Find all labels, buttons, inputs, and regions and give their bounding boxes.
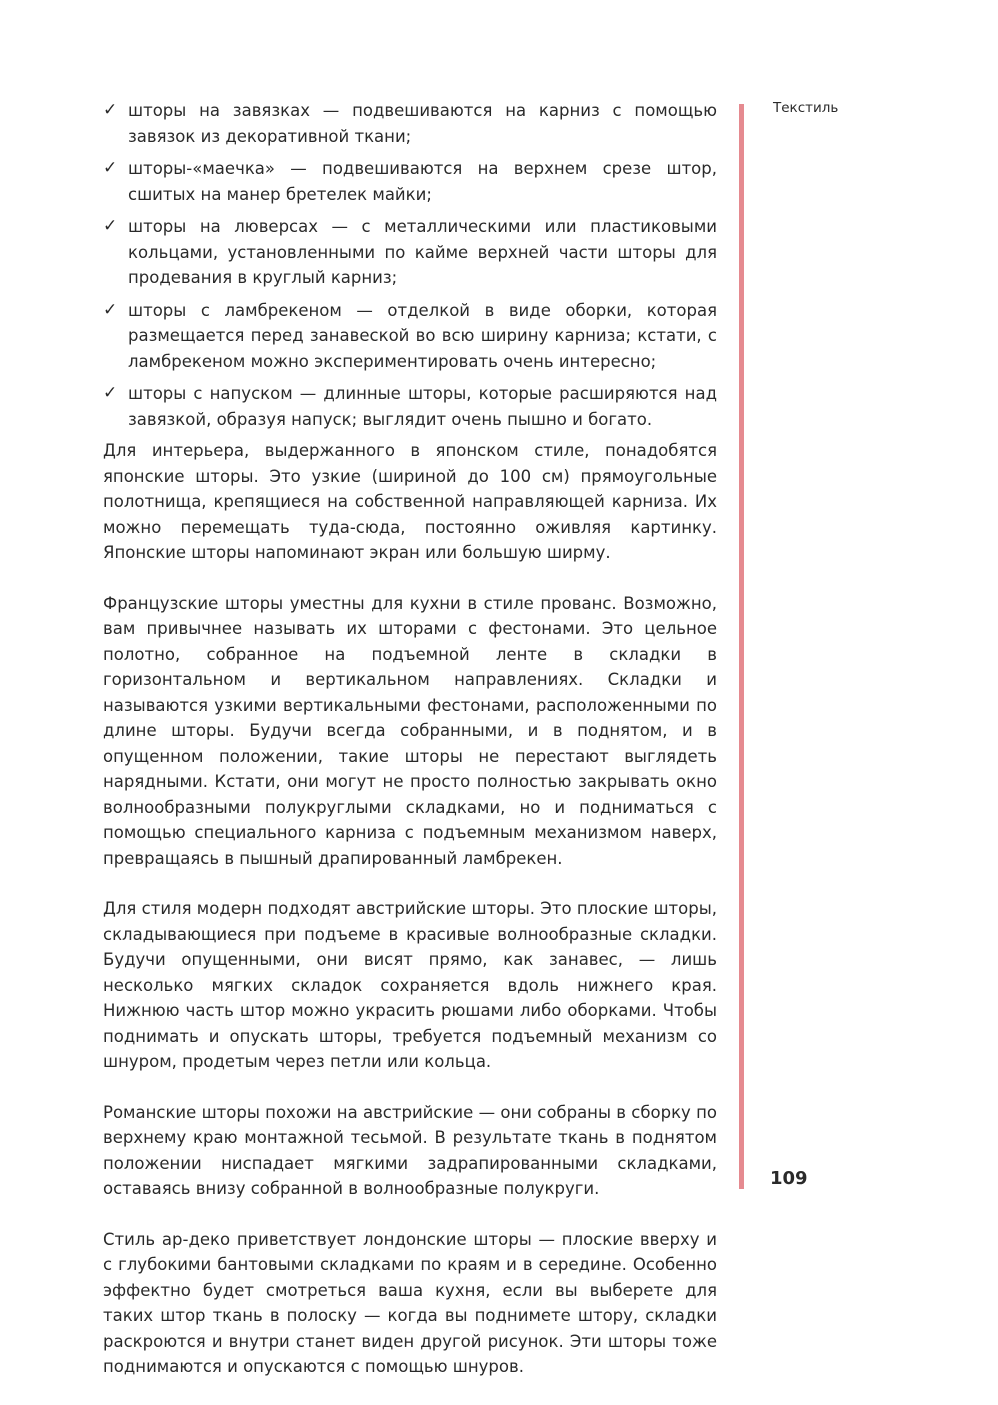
curtain-types-list (103, 98, 717, 432)
list-item (103, 381, 717, 432)
paragraph-roman-curtains: Романские шторы похожи на австрийские — они собраны в сборку по верхнему краю монтажной тесьмой. В результате ткань в поднятом положении ниспадает мягкими задрапированными складками, оставаясь внизу собранной в волнообразные полукруги. (103, 1102, 717, 1198)
list-item-text: шторы на люверсах — с металлическими или пластиковыми кольцами, установленными по кайме верхней части шторы для продевания в круглый карниз; (128, 217, 717, 287)
checkmark-icon: ✓ (103, 100, 118, 120)
list-item-text: шторы-«маечка» — подвешиваются на верхнем срезе штор, сшитых на манер бретелек майки; (128, 159, 717, 204)
checkmark-icon: ✓ (103, 158, 118, 178)
list-item (103, 298, 717, 375)
checkmark-icon: ✓ (103, 216, 118, 236)
paragraph-london-curtains: Стиль ар-деко приветствует лондонские шторы — плоские вверху и с глубокими бантовыми складками по краям и в середине. Особенно эффектно будет смотреться ваша кухня, если вы выберете для таких штор ткань в полоску — когда вы поднимете штору, складки раскроются и внутри станет виден другой рисунок. Эти шторы тоже поднимаются и опускаются с помощью шнуров. (103, 1229, 717, 1376)
list-item-text: шторы с ламбрекеном — отделкой в виде оборки, которая размещается перед занавеской во всю ширину карниза; кстати, с ламбрекеном можно экспериментировать очень интересно; (128, 300, 717, 371)
list-item-text: шторы с напуском — длинные шторы, которые расширяются над завязкой, образуя напуск; выглядит очень пышно и богато. (128, 384, 717, 429)
list-item-text: шторы на завязках — подвешиваются на карниз с помощью завязок из декоративной ткани; (128, 101, 717, 146)
checkmark-icon: ✓ (103, 383, 118, 403)
list-item (103, 98, 717, 149)
page-number: 109 (770, 1168, 808, 1189)
main-text-column (103, 98, 717, 1405)
checkmark-icon: ✓ (103, 299, 118, 320)
paragraph-french-curtains: Французские шторы уместны для кухни в стиле прованс. Возможно, вам привычнее называть их шторами с фестонами. Это цельное полотно, собранное на подъемной ленте в складки в горизонтальном и вертикальном направлениях. Складки и называются узкими вертикальными фестонами, расположенными по длине шторы. Будучи всегда собранными, и в поднятом, и в опущенном положении, такие шторы не перестают выглядеть нарядными. Кстати, они могут не просто полностью закрывать окно волнообразными полукруглыми складками, но и подниматься с помощью специального карниза с подъемным механизмом наверх, превращаясь в пышный драпированный ламбрекен. (103, 593, 717, 868)
list-item (103, 214, 717, 291)
accent-vertical-rule (739, 104, 744, 1189)
paragraph-austrian-curtains: Для стиля модерн подходят австрийские шторы. Это плоские шторы, складывающиеся при подъеме в красивые волнообразные складки. Будучи опущенными, они висят прямо, как занавес, — лишь несколько мягких складок сохраняется вдоль нижнего края. Нижнюю часть штор можно украсить рюшами либо оборками. Чтобы поднимать и опускать шторы, требуется подъемный механизм со шнуром, продетым через петли или кольца. (103, 899, 717, 1071)
running-header-section: Текстиль (773, 100, 839, 116)
list-item (103, 156, 717, 207)
paragraph-japanese-curtains: Для интерьера, выдержанного в японском стиле, понадобятся японские шторы. Это узкие (шириной до 100 см) прямоугольные полотнища, крепящиеся на собственной направляющей карниза. Их можно перемещать туда-сюда, постоянно оживляя картинку. Японские шторы напоминают экран или большую ширму. (103, 441, 717, 562)
